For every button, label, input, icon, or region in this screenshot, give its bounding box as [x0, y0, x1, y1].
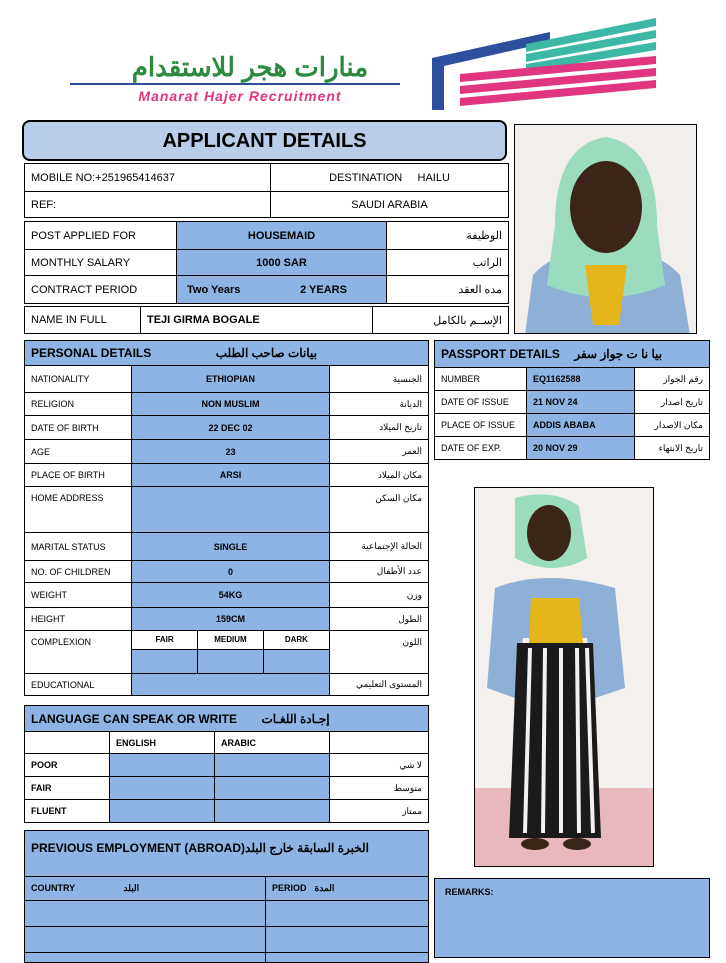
- employment-period-label-ar: المدة: [314, 883, 335, 893]
- personal-details-title-ar: بيانات صاحب الطلب: [215, 346, 317, 360]
- name-value: TEJI GIRMA BOGALE: [141, 307, 373, 334]
- personal-details-title: PERSONAL DETAILS: [31, 346, 152, 360]
- complexion-fair-mark: [132, 649, 198, 673]
- complexion-label: COMPLEXION: [25, 631, 132, 674]
- no-of-children-label: NO. OF CHILDREN: [25, 561, 132, 583]
- complexion-dark: DARK: [263, 631, 329, 649]
- post-value: HOUSEMAID: [177, 222, 387, 250]
- age-label: AGE: [25, 440, 132, 464]
- passport-details-header: [435, 341, 710, 368]
- height-label-ar: الطول: [330, 608, 429, 631]
- language-english-poor: [110, 754, 215, 777]
- contract-label: CONTRACT PERIOD: [25, 276, 177, 304]
- employment-header: [25, 831, 429, 877]
- passport-date-of-issue-label-ar: تاريخ اصدار: [635, 391, 710, 414]
- no-of-children-label-ar: عدد الأطفال: [330, 561, 429, 583]
- passport-details-title: PASSPORT DETAILS: [441, 347, 560, 361]
- passport-place-of-issue-value: ADDIS ABABA: [527, 414, 635, 437]
- home-address-value: [132, 487, 330, 533]
- language-col-blank: [330, 732, 429, 754]
- weight-label-ar: وزن: [330, 583, 429, 608]
- name-label: NAME IN FULL: [25, 307, 141, 334]
- employment-country-header: [25, 877, 266, 901]
- language-level-fair-ar: متوسط: [330, 777, 429, 800]
- salary-label-ar: الراتب: [387, 250, 509, 276]
- language-col-arabic: ARABIC: [215, 732, 330, 754]
- salary-label: MONTHLY SALARY: [25, 250, 177, 276]
- portrait-illustration: [515, 125, 697, 334]
- language-level-poor: POOR: [25, 754, 110, 777]
- nationality-label: NATIONALITY: [25, 366, 132, 393]
- weight-value: 54KG: [132, 583, 330, 608]
- language-header: [25, 706, 429, 732]
- full-body-photo: [474, 487, 654, 867]
- passport-date-of-issue-label: DATE OF ISSUE: [435, 391, 527, 414]
- age-value: 23: [132, 440, 330, 464]
- employment-period-header: [266, 877, 429, 901]
- language-level-poor-ar: لا شي: [330, 754, 429, 777]
- employment-table: [24, 830, 429, 963]
- marital-status-label: MARITAL STATUS: [25, 533, 132, 561]
- place-of-birth-label: PLACE OF BIRTH: [25, 464, 132, 487]
- remarks-box: [434, 878, 710, 958]
- employment-cell: [266, 901, 429, 927]
- place-of-birth-label-ar: مكان الميلاد: [330, 464, 429, 487]
- passport-date-of-issue-value: 21 NOV 24: [527, 391, 635, 414]
- logo-house-icon: [430, 14, 660, 110]
- passport-place-of-issue-label-ar: مكان الاصدار: [635, 414, 710, 437]
- employment-title: PREVIOUS EMPLOYMENT (ABROAD): [31, 841, 246, 855]
- logo-english-text: Manarat Hajer Recruitment: [138, 88, 342, 104]
- passport-date-of-exp-value: 20 NOV 29: [527, 437, 635, 460]
- post-label: POST APPLIED FOR: [25, 222, 177, 250]
- place-of-birth-value: ARSI: [132, 464, 330, 487]
- language-table: [24, 705, 429, 823]
- name-label-ar: الإســم بالكامل: [373, 307, 509, 334]
- marital-status-value: SINGLE: [132, 533, 330, 561]
- complexion-fair: FAIR: [132, 631, 198, 649]
- no-of-children-value: 0: [132, 561, 330, 583]
- passport-number-label: NUMBER: [435, 368, 527, 391]
- language-col-english: ENGLISH: [110, 732, 215, 754]
- language-arabic-poor: [215, 754, 330, 777]
- passport-number-label-ar: رقم الجواز: [635, 368, 710, 391]
- language-english-fluent: [110, 800, 215, 823]
- passport-number-value: EQ1162588: [527, 368, 635, 391]
- language-corner: [25, 732, 110, 754]
- religion-label: RELIGION: [25, 393, 132, 416]
- destination-label: DESTINATION: [329, 171, 403, 184]
- contract-value-2: 2 YEARS: [300, 283, 347, 296]
- employment-period-label: PERIOD: [272, 883, 307, 893]
- name-table: [24, 306, 509, 334]
- language-arabic-fluent: [215, 800, 330, 823]
- language-level-fluent: FLUENT: [25, 800, 110, 823]
- passport-date-of-exp-label-ar: تاريخ الانتهاء: [635, 437, 710, 460]
- logo: [60, 10, 720, 110]
- language-english-fair: [110, 777, 215, 800]
- logo-divider: [70, 83, 400, 85]
- employment-country-label: COUNTRY: [31, 883, 76, 893]
- complexion-medium: MEDIUM: [198, 631, 264, 649]
- passport-details-table: [434, 340, 710, 460]
- employment-cell: [25, 927, 266, 953]
- contract-label-ar: مده العقد: [387, 276, 509, 304]
- contract-value: [177, 276, 387, 304]
- complexion-label-ar: اللون: [330, 631, 429, 674]
- educational-value: [132, 674, 330, 696]
- passport-place-of-issue-label: PLACE OF ISSUE: [435, 414, 527, 437]
- post-table: [24, 221, 509, 304]
- nationality-label-ar: الجنسية: [330, 366, 429, 393]
- passport-details-title-ar: بيا نا ت جواز سفر: [574, 347, 663, 361]
- destination-value: HAILU: [417, 171, 450, 184]
- home-address-label-ar: مكان السكن: [330, 487, 429, 533]
- employment-cell: [25, 901, 266, 927]
- post-label-ar: الوظيفة: [387, 222, 509, 250]
- contract-value-1: Two Years: [187, 283, 241, 296]
- employment-title-ar: الخبرة السابقة خارج البلد: [245, 841, 369, 855]
- page-title: [22, 120, 507, 161]
- destination-cell: [271, 164, 509, 192]
- personal-details-table: [24, 340, 429, 696]
- religion-value: NON MUSLIM: [132, 393, 330, 416]
- weight-label: WEIGHT: [25, 583, 132, 608]
- complexion-dark-mark: [263, 649, 329, 673]
- personal-details-header: [25, 341, 429, 366]
- complexion-options: [132, 631, 330, 674]
- mobile-number: MOBILE NO:+251965414637: [25, 164, 271, 192]
- language-title-ar: إجـادة اللغـات: [261, 711, 330, 726]
- remarks-label: REMARKS:: [445, 887, 494, 897]
- ref-label: REF:: [25, 192, 271, 218]
- contact-table: [24, 163, 509, 218]
- date-of-birth-label-ar: تاريخ الميلاد: [330, 416, 429, 440]
- language-arabic-fair: [215, 777, 330, 800]
- employment-country-label-ar: البلد: [123, 883, 140, 893]
- employment-cell: [266, 927, 429, 953]
- educational-label: EDUCATIONAL: [25, 674, 132, 696]
- height-value: 159CM: [132, 608, 330, 631]
- language-level-fair: FAIR: [25, 777, 110, 800]
- age-label-ar: العمر: [330, 440, 429, 464]
- language-level-fluent-ar: ممتاز: [330, 800, 429, 823]
- portrait-photo: [514, 124, 697, 334]
- country-value: SAUDI ARABIA: [271, 192, 509, 218]
- date-of-birth-label: DATE OF BIRTH: [25, 416, 132, 440]
- full-body-illustration: [475, 488, 654, 867]
- complexion-medium-mark: [198, 649, 264, 673]
- height-label: HEIGHT: [25, 608, 132, 631]
- language-title: LANGUAGE CAN SPEAK OR WRITE: [31, 711, 238, 726]
- nationality-value: ETHIOPIAN: [132, 366, 330, 393]
- marital-status-label-ar: الحالة الإجتماعية: [330, 533, 429, 561]
- logo-arabic-text: منارات هجر للاستقدام: [131, 52, 369, 82]
- religion-label-ar: الديانة: [330, 393, 429, 416]
- salary-value: 1000 SAR: [177, 250, 387, 276]
- educational-label-ar: المستوى التعليمي: [330, 674, 429, 696]
- passport-date-of-exp-label: DATE OF EXP.: [435, 437, 527, 460]
- page-title-text: APPLICANT DETAILS: [162, 130, 367, 152]
- home-address-label: HOME ADDRESS: [25, 487, 132, 533]
- date-of-birth-value: 22 DEC 02: [132, 416, 330, 440]
